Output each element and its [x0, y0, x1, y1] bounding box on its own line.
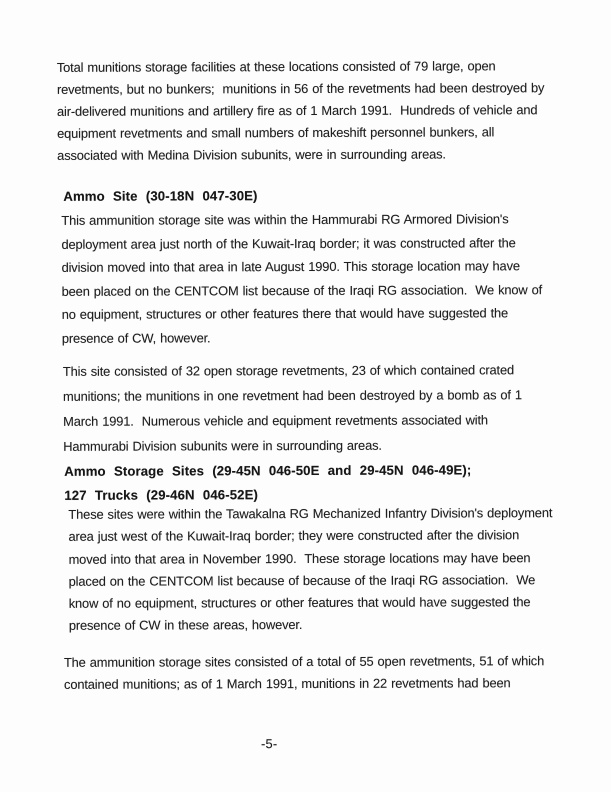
ammo-storage-sites-paragraph-1 [68, 502, 552, 637]
text-line: This site consisted of 32 open storage revetments, 23 of which contained crated [62, 362, 515, 379]
page-number: -5- [260, 736, 278, 752]
ammo-storage-sites-paragraph-2 [64, 650, 544, 696]
text-line: equipment revetments and small numbers of makeshift personnel bunkers, all [57, 124, 495, 141]
text-line: placed on the CENTCOM list because of because of the Iraqi RG association. We [68, 572, 536, 589]
text-line: Ammo Storage Sites (29-45N 046-50E and 29-45N 046-49E); [64, 462, 472, 479]
text-line: 127 Trucks (29-46N 046-52E) [64, 486, 258, 503]
text-line: presence of CW, however. [61, 329, 211, 346]
text-line: Ammo Site (30-18N 047-30E) [63, 188, 258, 204]
ammo-site-paragraph-2 [63, 357, 522, 459]
text-line: These sites were within the Tawakalna RG Mechanized Infantry Division's deployment [68, 505, 553, 522]
text-line: This ammunition storage site was within the Hammurabi RG Armored Division's [61, 211, 509, 228]
text-line: air-delivered munitions and artillery fire as of 1 March 1991. Hundreds of vehicle and [56, 102, 538, 119]
text-line: contained munitions; as of 1 March 1991, munitions in 22 revetments had been [63, 675, 511, 692]
text-line: moved into that area in November 1990. These storage locations may have been [68, 549, 531, 567]
text-line: know of no equipment, structures or other features that would have suggested the [68, 594, 531, 612]
ammo-site-heading [63, 185, 257, 208]
text-line: associated with Medina Division subunits, were in surrounding areas. [57, 146, 446, 163]
intro-paragraph [57, 55, 545, 167]
text-line: presence of CW in these areas, however. [68, 617, 303, 634]
text-line: division moved into that area in late August 1990. This storage location may have [61, 258, 520, 275]
text-line: been placed on the CENTCOM list because of the Iraqi RG association. We know of [61, 281, 543, 299]
text-line: March 1991. Numerous vehicle and equipment revetments associated with [63, 412, 488, 429]
text-line: revetments, but no bunkers; munitions in 56 of the revetments had been destroyed by [56, 80, 545, 97]
ammo-storage-sites-heading [64, 458, 471, 506]
text-line: no equipment, structures or other features there that would have suggested the [61, 305, 509, 322]
text-line: munitions; the munitions in one revetment had been destroyed by a bomb as of 1 [62, 387, 522, 404]
text-line: area just west of the Kuwait-Iraq border; they were constructed after the division [68, 527, 520, 545]
text-line: The ammunition storage sites consisted of a total of 55 open revetments, 51 of which [63, 653, 545, 670]
text-line: Total munitions storage facilities at these locations consisted of 79 large, open [56, 58, 496, 75]
ammo-site-paragraph-1 [61, 207, 542, 350]
text-line: deployment area just north of the Kuwait-Iraq border; it was constructed after the [61, 234, 516, 252]
text-line: Hammurabi Division subunits were in surrounding areas. [63, 437, 382, 454]
